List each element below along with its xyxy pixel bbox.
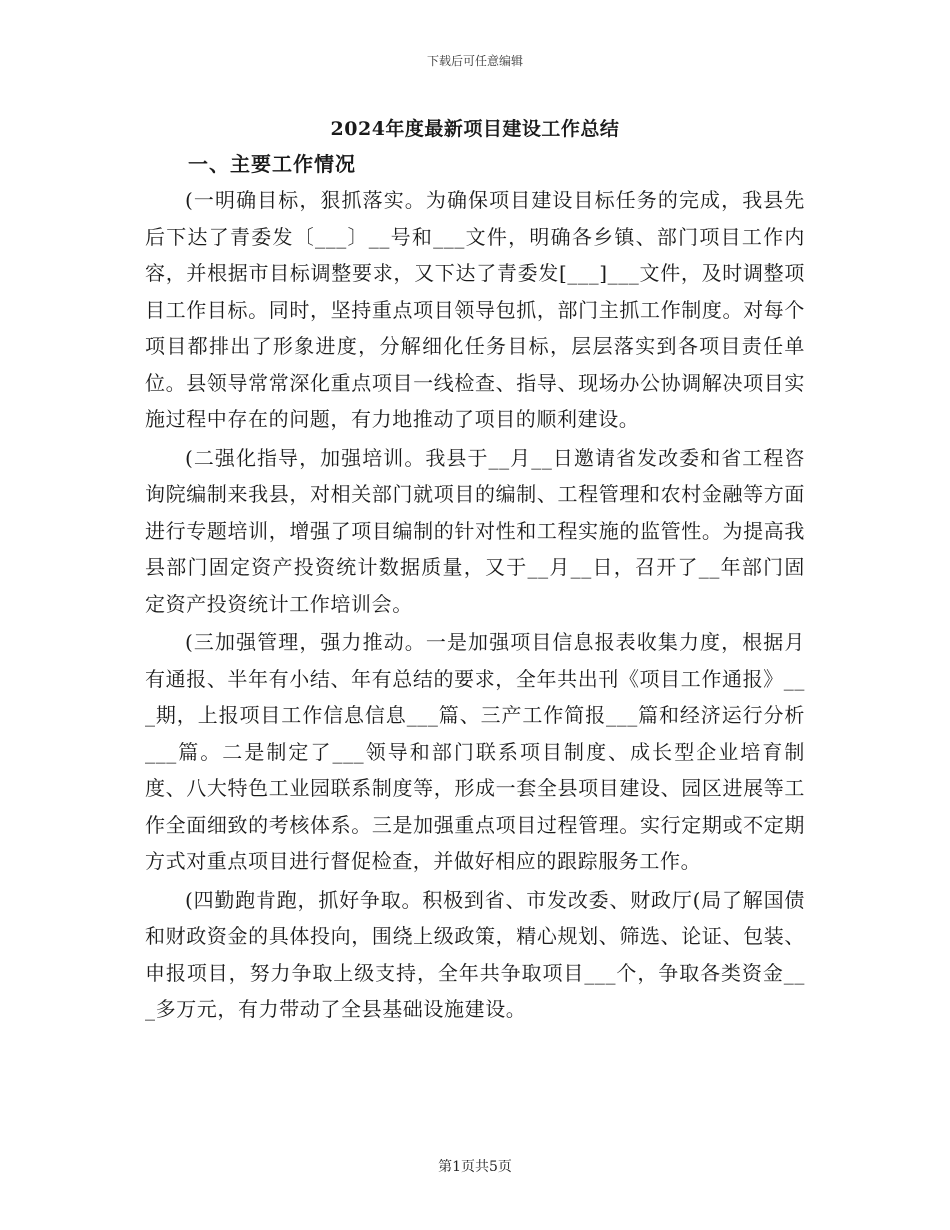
page-number: 第1页共5页	[438, 1159, 512, 1175]
paragraph-1: (一明确目标，狠抓落实。为确保项目建设目标任务的完成，我县先后下达了青委发〔___〕__号和___文件，明确各乡镇、部门项目工作内容，并根据市目标调整要求，又下达了青委发[___]___文件，及时调整项目工作目标。同时，坚持重点项目领导包抓，部门主抓工作制度。对每个项目都排出了形象进度，分解细化任务目标，层层落实到各项目责任单位。县领导常常深化重点项目一线检查、指导、现场办公协调解决项目实施过程中存在的问题，有力地推动了项目的顺利建设。	[145, 188, 805, 431]
paragraph-3: (三加强管理，强力推动。一是加强项目信息报表收集力度，根据月有通报、半年有小结、年有总结的要求，全年共出刊《项目工作通报》___期，上报项目工作信息信息___篇、三产工作简报___篇和经济运行分析___篇。二是制定了___领导和部门联系项目制度、成长型企业培育制度、八大特色工业园联系制度等，形成一套全县项目建设、园区进展等工作全面细致的考核体系。三是加强重点项目过程管理。实行定期或不定期方式对重点项目进行督促检查，并做好相应的跟踪服务工作。	[145, 630, 805, 873]
document-title: 2024年度最新项目建设工作总结	[330, 118, 620, 140]
document-body	[145, 182, 805, 1030]
paragraph-4: (四勤跑肯跑，抓好争取。积极到省、市发改委、财政厅(局了解国债和财政资金的具体投向，围绕上级政策，精心规划、筛选、论证、包装、申报项目，努力争取上级支持，全年共争取项目___个，争取各类资金___多万元，有力带动了全县基础设施建设。	[145, 887, 805, 1021]
section-heading: 一、主要工作情况	[188, 152, 356, 176]
paragraph-2: (二强化指导，加强培训。我县于__月__日邀请省发改委和省工程咨询院编制来我县，对相关部门就项目的编制、工程管理和农村金融等方面进行专题培训，增强了项目编制的针对性和工程实施的监管性。为提高我县部门固定资产投资统计数据质量，又于__月__日，召开了__年部门固定资产投资统计工作培训会。	[145, 445, 805, 616]
page-header-note: 下载后可任意编辑	[426, 54, 523, 68]
